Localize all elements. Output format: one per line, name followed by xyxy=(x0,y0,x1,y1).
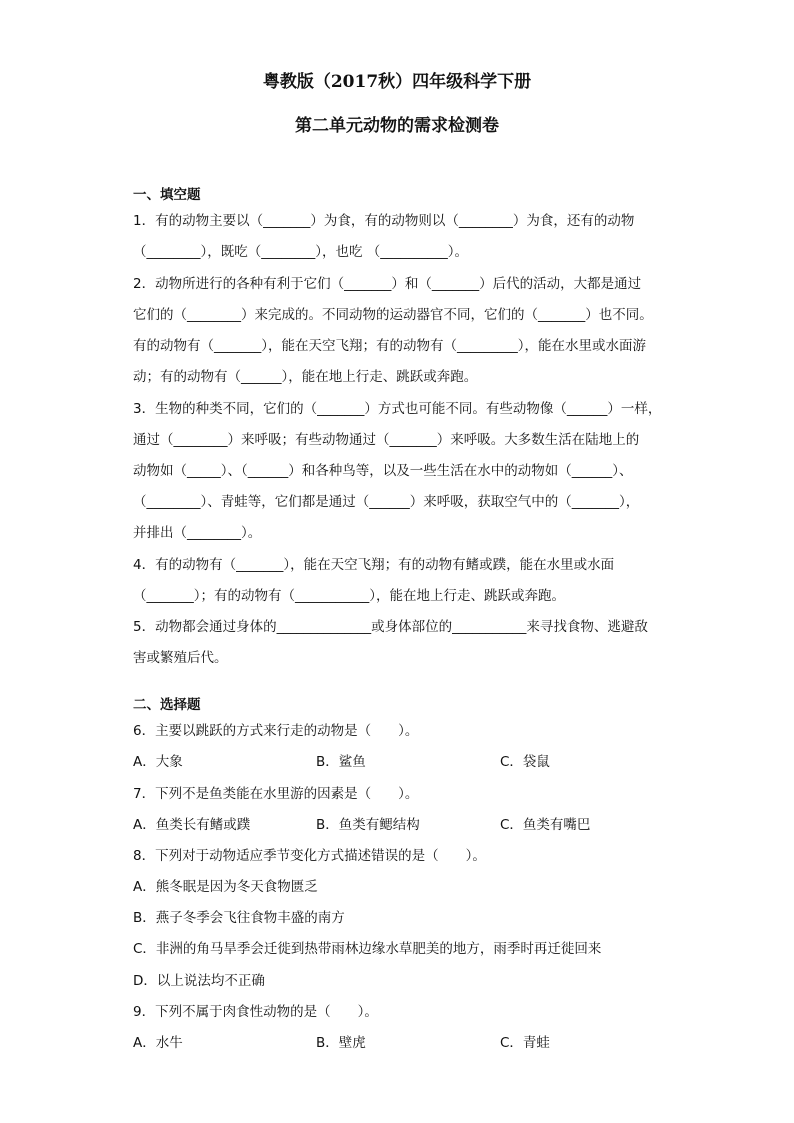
section-heading-fill-in: 一、填空题 xyxy=(133,187,201,203)
question-line: 有的动物有（_______），能在天空飞翔；有的动物有（_________），能在水里或水面游 xyxy=(133,338,646,354)
option-a: A．水牛 xyxy=(133,1035,183,1051)
option-b: B．壁虎 xyxy=(316,1035,366,1051)
question-stem: 7．下列不是鱼类能在水里游的因素是（ ）。 xyxy=(133,786,419,802)
question-line: 3．生物的种类不同，它们的（_______）方式也可能不同。有些动物像（______）一样， xyxy=(133,401,662,417)
question-line: 并排出（________）。 xyxy=(133,525,262,541)
option-a: A．鱼类长有鳍或蹼 xyxy=(133,817,251,833)
question-stem: 8．下列对于动物适应季节变化方式描述错误的是（ ）。 xyxy=(133,848,486,864)
question-line: 2．动物所进行的各种有利于它们（_______）和（_______）后代的活动，大都是通过 xyxy=(133,276,642,292)
option-b: B．鱼类有鳃结构 xyxy=(316,817,420,833)
option-b: B．鲨鱼 xyxy=(316,754,366,770)
document-title: 粤教版（2017秋）四年级科学下册 xyxy=(262,72,532,92)
option-a: A．熊冬眠是因为冬天食物匮乏 xyxy=(133,879,318,895)
option-a: A．大象 xyxy=(133,754,183,770)
option-c: C．非洲的角马旱季会迁徙到热带雨林边缘水草肥美的地方，雨季时再迁徙回来 xyxy=(133,941,602,957)
option-c: C．鱼类有嘴巴 xyxy=(500,817,591,833)
question-line: 通过（________）来呼吸；有些动物通过（_______）来呼吸。大多数生活在陆地上的 xyxy=(133,432,640,448)
question-stem: 6．主要以跳跃的方式来行走的动物是（ ）。 xyxy=(133,723,419,739)
question-line: 1．有的动物主要以（_______）为食，有的动物则以（________）为食，还有的动物 xyxy=(133,213,635,229)
question-stem: 9．下列不属于肉食性动物的是（ ）。 xyxy=(133,1004,378,1020)
section-heading-choice: 二、选择题 xyxy=(133,697,201,713)
question-line: 动物如（_____）、（______）和各种鸟等，以及一些生活在水中的动物如（______）、 xyxy=(133,463,633,479)
question-line: 5．动物都会通过身体的______________或身体部位的___________来寻找食物、逃避敌 xyxy=(133,619,648,635)
option-c: C．青蛙 xyxy=(500,1035,550,1051)
option-c: C．袋鼠 xyxy=(500,754,550,770)
question-line: （________），既吃（________），也吃 （__________）。 xyxy=(133,244,469,260)
option-d: D．以上说法均不正确 xyxy=(133,973,265,989)
question-line: （_______）；有的动物有（___________），能在地上行走、跳跃或奔跑。 xyxy=(133,588,565,604)
question-line: 4．有的动物有（_______），能在天空飞翔；有的动物有鳍或蹼，能在水里或水面 xyxy=(133,557,615,573)
option-b: B．燕子冬季会飞往食物丰盛的南方 xyxy=(133,910,345,926)
question-line: 害或繁殖后代。 xyxy=(133,650,228,666)
question-line: 它们的（________）来完成的。不同动物的运动器官不同，它们的（_______）也不同。 xyxy=(133,307,653,323)
question-line: （________）、青蛙等，它们都是通过（______）来呼吸，获取空气中的（_______）， xyxy=(133,494,640,510)
document-subtitle: 第二单元动物的需求检测卷 xyxy=(295,116,499,136)
question-line: 动；有的动物有（______），能在地上行走、跳跃或奔跑。 xyxy=(133,369,478,385)
